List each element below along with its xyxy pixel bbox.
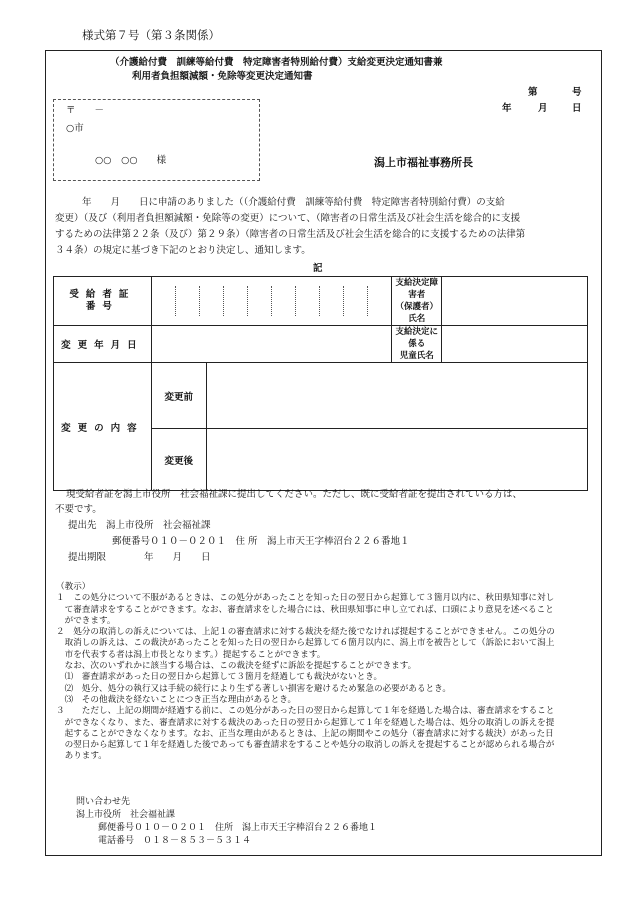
cell-before-label: 変更前 (151, 363, 206, 429)
date-year: 年 (502, 103, 512, 114)
cell-change-date-label: 変更年月日 (54, 326, 152, 363)
contact-office: 潟上市役所 社会福祉課 (76, 810, 176, 820)
note-line: ⑵ 処分、処分の執行又は手続の続行により生ずる著しい損害を避けるため緊急の必要があるとき。 (56, 683, 451, 694)
note-line: の翌日から起算して１年を経過した後であっても審査請求をすることや処分の取消しの訴えを提起することが認められる場合が (56, 740, 555, 751)
cell-cert-no-label: 受給者証 番号 (54, 277, 152, 326)
cell-after-value (206, 429, 587, 491)
note-line: ⑴ 審査請求があった日の翌日から起算して３箇月を経過しても裁決がないとき。 (56, 672, 383, 683)
info-table (53, 276, 588, 491)
cell-child-value (442, 326, 588, 363)
submit-line-2: 不要です。 (55, 504, 102, 515)
body-line-3: するための法律第２２条（及び）第２９条）（障害者の日常生活及び社会生活を総合的に支援するための法律第 (55, 229, 526, 240)
note-line: 市を代表する者は潟上市長となります。）提起することができます。 (56, 649, 326, 660)
note-line: ３ ただし、上記の期間が経過する前に、この処分があった日の翌日から起算して１年を経過した場合は、審査請求をすること (56, 706, 555, 717)
address-city: ○市 (66, 123, 84, 134)
submit-address: 郵便番号０１０－０２０１ 住 所 潟上市天王字棒沼台２２６番地１ (112, 536, 410, 547)
ki-label: 記 (313, 263, 323, 274)
note-line: ができます。 (56, 615, 116, 626)
note-line: なお、次のいずれかに該当する場合は、この裁決を経ずに訴訟を提起することができます。 (56, 661, 417, 672)
note-line: て審査請求をすることができます。なお、審査請求をした場合には、秋田県知事に申し立てれば、口頭により意見を述べること (56, 604, 554, 615)
cell-after-label: 変更後 (151, 429, 206, 491)
cell-person-label: 支給決定障害者 （保護者）氏名 (392, 277, 442, 326)
doc-no-dai: 第 (528, 87, 538, 98)
note-line: 起することができなくなります。なお、正当な理由があるときは、上記の期間やこの処分（審査請求に対する裁決）があった日 (56, 728, 554, 739)
address-recipient-name: ○○ ○○ 様 (95, 155, 167, 166)
contact-label: 問い合わせ先 (76, 797, 131, 807)
instruction-notes (56, 582, 591, 763)
title-line-2: 利用者負担額減額・免除等変更決定通知書 (132, 71, 313, 82)
body-line-2: 変更）（及び（利用者負担額減額・免除等の変更）について、（障害者の日常生活及び社会生活を総合的に支援 (55, 213, 521, 224)
note-line: ２ 処分の取消しの訴えについては、上記１の審査請求に対する裁決を経た後でなければ提起することができません。この処分の (56, 627, 555, 638)
cell-cert-no-value (151, 277, 391, 326)
note-line: ができなくなり、また、審査請求に対する裁決のあった日の翌日から起算して１年を経過した場合は、処分の取消しの訴えを提 (56, 717, 555, 728)
submit-deadline: 提出期限 年 月 日 (68, 552, 211, 563)
form-number: 様式第７号（第３条関係） (82, 28, 220, 42)
submit-destination: 提出先 潟上市役所 社会福祉課 (68, 520, 211, 531)
body-line-4: ３４条）の規定に基づき下記のとおり決定し、通知します。 (55, 245, 311, 256)
cell-change-content-label: 変更の内容 (54, 363, 152, 491)
contact-address: 郵便番号０１０－０２０１ 住所 潟上市天王字棒沼台２２６番地１ (98, 823, 378, 833)
date-day: 日 (572, 103, 582, 114)
note-line: （教示） (56, 582, 91, 592)
cell-before-value (206, 363, 587, 429)
body-line-1: 年 月 日に申請のありました（（介護給付費 訓練等給付費 特定障害者特別給付費）の支給 (63, 197, 505, 208)
title-line-1: （介護給付費 訓練等給付費 特定障害者特別給付費）支給変更決定通知書兼 (110, 57, 443, 68)
doc-no-go: 号 (572, 87, 582, 98)
contact-phone: 電話番号 ０１８－８５３－５３１４ (98, 836, 252, 846)
note-line: あります。 (56, 751, 107, 762)
date-month: 月 (538, 103, 548, 114)
note-line: １ この処分について不服があるときは、この処分があったことを知った日の翌日から起算して３箇月以内に、秋田県知事に対し (56, 593, 555, 604)
note-line: ⑶ その他裁決を経ないことにつき正当な理由があるとき。 (56, 694, 297, 705)
address-postal: 〒 － (66, 105, 105, 116)
cell-change-date-value (151, 326, 391, 363)
issuer-name: 潟上市福祉事務所長 (374, 156, 473, 169)
cell-child-label: 支給決定に係る 児童氏名 (392, 326, 442, 363)
cell-person-value (442, 277, 588, 326)
submit-line-1: 現受給者証を潟上市役所 社会福祉課に提出してください。ただし、既に受給者証を提出されている方は、 (66, 489, 523, 500)
note-line: 取消しの訴えは、この裁決があったことを知った日の翌日から起算して６箇月以内に、潟上市を被告として（訴訟において潟上 (56, 638, 555, 649)
